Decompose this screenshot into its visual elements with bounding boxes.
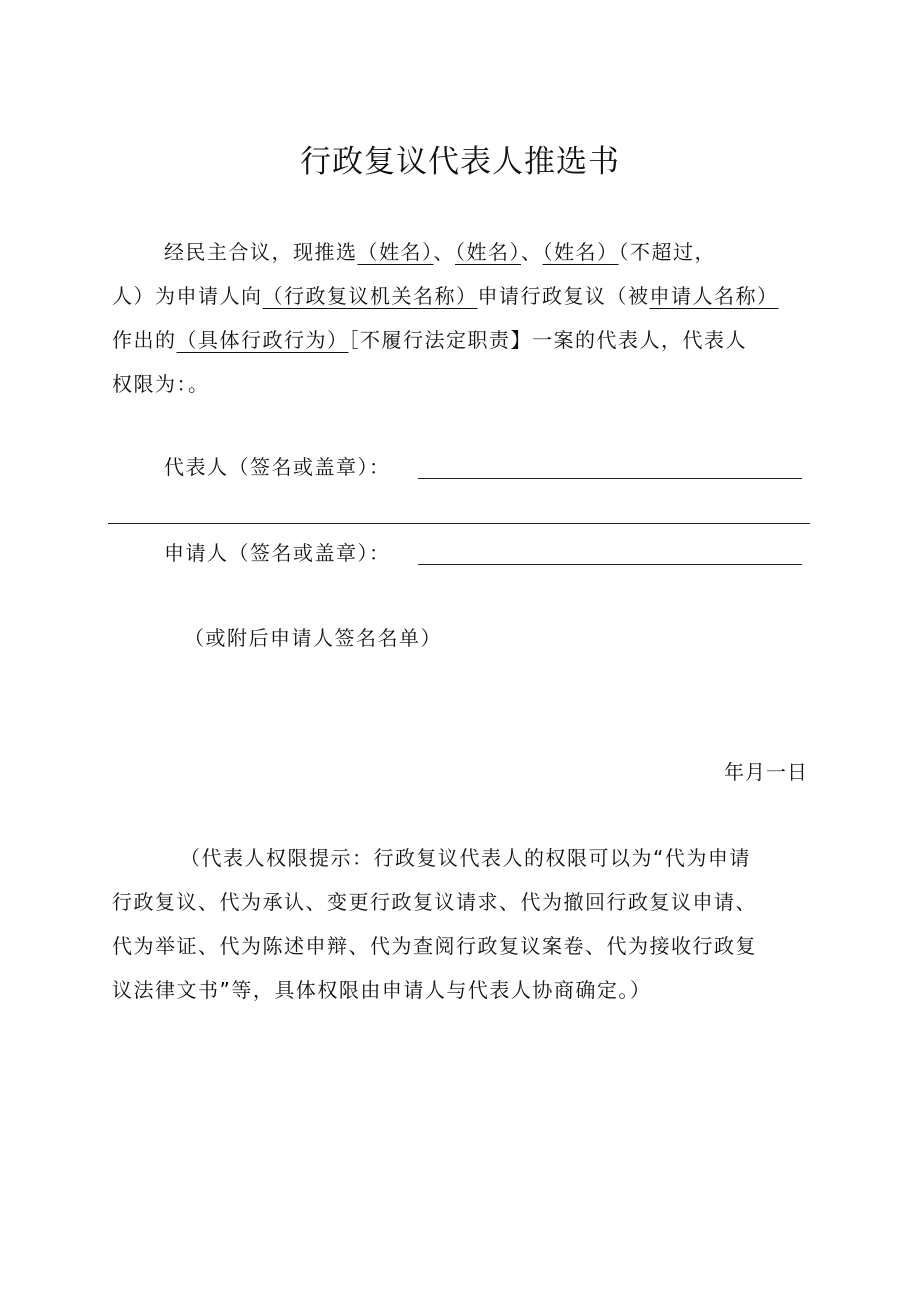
hint-line-1: （代表人权限提示：行政复议代表人的权限可以为“代为申请 [180, 846, 751, 870]
body-text: 作出的 [112, 328, 177, 352]
hint-line-2: 行政复议、代为承认、变更行政复议请求、代为撤回行政复议申请、 [112, 890, 757, 914]
date-field: 年月一日 [724, 760, 808, 784]
respondent-field: 申请人名称） [649, 284, 779, 308]
body-text: 申请行政复议（被 [477, 284, 650, 308]
body-text: 人）为申请人向 [112, 284, 263, 308]
separator: 、 [521, 240, 543, 264]
review-organ-field: （行政复议机关名称） [262, 284, 478, 308]
administrative-act-field: （具体行政行为） [176, 328, 349, 352]
name-field-1: （姓名） [357, 240, 434, 264]
body-line-3 [112, 318, 747, 362]
applicant-signature-label: 申请人（签名或盖章）： [164, 541, 391, 565]
body-text: （不超过， [618, 240, 716, 264]
body-line-4 [112, 362, 210, 406]
document-title: 行政复议代表人推选书 [300, 144, 620, 180]
hint-line-3: 代为举证、代为陈述申辩、代为查阅行政复议案卷、代为接收行政复 [112, 934, 757, 958]
body-text: 权限为：。 [112, 372, 210, 396]
separator: 、 [433, 240, 455, 264]
hint-line-4: 议法律文书”等，具体权限由申请人与代表人协商确定。） [112, 978, 652, 1002]
representative-signature-label: 代表人（签名或盖章）： [164, 455, 391, 479]
applicant-signature-line[interactable] [418, 564, 802, 565]
body-text: ［不履行法定职责】一案的代表人，代表人 [348, 328, 747, 352]
name-field-2: （姓名） [455, 240, 521, 264]
signature-list-note: （或附后申请人签名名单） [184, 626, 442, 650]
body-line-1 [164, 230, 716, 274]
divider-line [108, 523, 810, 524]
name-field-3: （姓名） [542, 240, 619, 264]
body-line-2 [112, 274, 779, 318]
body-text: 经民主合议，现推选 [164, 240, 358, 264]
representative-signature-line[interactable] [418, 478, 802, 479]
